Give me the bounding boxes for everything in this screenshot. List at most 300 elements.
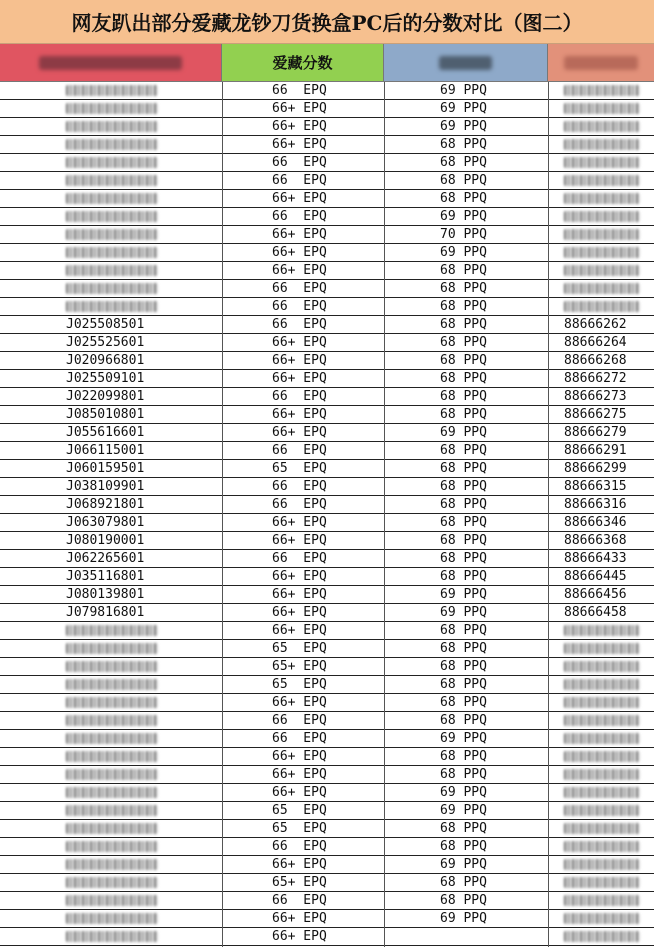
- aicang-score-cell: 66+ EPQ: [272, 569, 327, 584]
- serial-cell: J079816801: [66, 605, 145, 620]
- serial-cell: [66, 874, 216, 891]
- pc-score-cell: [440, 928, 540, 945]
- serial-cell: [66, 280, 216, 297]
- table-row: [0, 244, 654, 262]
- redacted-value: [564, 895, 640, 906]
- pc-score-cell: 68 PPQ: [440, 191, 487, 206]
- pc-score-cell: 69 PPQ: [440, 785, 487, 800]
- column-header-aicang-score: 爱藏分数: [222, 44, 384, 82]
- redacted-value: [564, 283, 640, 294]
- pc-serial-cell: [564, 208, 654, 225]
- redacted-value: [66, 247, 158, 258]
- redacted-value: [66, 193, 158, 204]
- redacted-value: [66, 157, 158, 168]
- pc-score-cell: 68 PPQ: [440, 893, 487, 908]
- pc-score-cell: 68 PPQ: [440, 299, 487, 314]
- pc-serial-cell: 88666433: [564, 551, 627, 566]
- pc-score-cell: 68 PPQ: [440, 641, 487, 656]
- aicang-score-cell: 66+ EPQ: [272, 191, 327, 206]
- pc-serial-cell: 88666299: [564, 461, 627, 476]
- table-row: [0, 622, 654, 640]
- table-row: [0, 388, 654, 406]
- redacted-value: [564, 931, 640, 942]
- table-row: [0, 658, 654, 676]
- table-row: [0, 478, 654, 496]
- redacted-value: [564, 193, 640, 204]
- pc-score-cell: 68 PPQ: [440, 389, 487, 404]
- table-row: [0, 280, 654, 298]
- table-row: [0, 604, 654, 622]
- serial-cell: [66, 136, 216, 153]
- serial-cell: [66, 820, 216, 837]
- table-row: [0, 748, 654, 766]
- redacted-value: [564, 157, 640, 168]
- serial-cell: J063079801: [66, 515, 145, 530]
- table-row: [0, 676, 654, 694]
- serial-cell: [66, 910, 216, 927]
- serial-cell: [66, 172, 216, 189]
- column-divider: [384, 82, 385, 947]
- serial-cell: [66, 784, 216, 801]
- redacted-value: [66, 283, 158, 294]
- pc-serial-cell: [564, 640, 654, 657]
- pc-serial-cell: 88666268: [564, 353, 627, 368]
- aicang-score-cell: 66 EPQ: [272, 713, 327, 728]
- pc-serial-cell: 88666456: [564, 587, 627, 602]
- pc-serial-cell: 88666315: [564, 479, 627, 494]
- redacted-value: [564, 175, 640, 186]
- aicang-score-cell: 65+ EPQ: [272, 875, 327, 890]
- aicang-score-cell: 66+ EPQ: [272, 227, 327, 242]
- table-row: [0, 406, 654, 424]
- serial-cell: [66, 712, 216, 729]
- table-row: [0, 820, 654, 838]
- pc-serial-cell: [564, 658, 654, 675]
- table-row: [0, 352, 654, 370]
- pc-score-cell: 68 PPQ: [440, 497, 487, 512]
- table-row: [0, 784, 654, 802]
- redacted-value: [66, 931, 158, 942]
- pc-serial-cell: [564, 100, 654, 117]
- aicang-score-cell: 66+ EPQ: [272, 857, 327, 872]
- table-row: [0, 82, 654, 100]
- pc-score-cell: 68 PPQ: [440, 263, 487, 278]
- serial-cell: [66, 892, 216, 909]
- aicang-score-cell: 66+ EPQ: [272, 929, 327, 944]
- column-divider: [222, 82, 223, 947]
- aicang-score-cell: 66+ EPQ: [272, 605, 327, 620]
- serial-cell: [66, 208, 216, 225]
- aicang-score-cell: 66 EPQ: [272, 893, 327, 908]
- aicang-score-cell: 65 EPQ: [272, 803, 327, 818]
- redacted-value: [564, 229, 640, 240]
- serial-cell: [66, 118, 216, 135]
- pc-score-cell: 68 PPQ: [440, 407, 487, 422]
- serial-cell: [66, 226, 216, 243]
- aicang-score-cell: 66+ EPQ: [272, 101, 327, 116]
- table-row: [0, 118, 654, 136]
- pc-serial-cell: [564, 748, 654, 765]
- table-row: [0, 550, 654, 568]
- pc-score-cell: 69 PPQ: [440, 245, 487, 260]
- pc-serial-cell: [564, 280, 654, 297]
- pc-serial-cell: [564, 622, 654, 639]
- table-row: [0, 136, 654, 154]
- pc-score-cell: 69 PPQ: [440, 803, 487, 818]
- redacted-value: [66, 679, 158, 690]
- redacted-value: [66, 769, 158, 780]
- pc-score-cell: 68 PPQ: [440, 659, 487, 674]
- aicang-score-cell: 66+ EPQ: [272, 371, 327, 386]
- aicang-score-cell: 66+ EPQ: [272, 623, 327, 638]
- pc-serial-cell: [564, 190, 654, 207]
- serial-cell: J062265601: [66, 551, 145, 566]
- table-row: [0, 874, 654, 892]
- pc-serial-cell: 88666279: [564, 425, 627, 440]
- aicang-score-cell: 66+ EPQ: [272, 335, 327, 350]
- pc-serial-cell: [564, 838, 654, 855]
- pc-score-cell: 68 PPQ: [440, 623, 487, 638]
- table-row: [0, 172, 654, 190]
- pc-score-cell: 69 PPQ: [440, 731, 487, 746]
- table-row: [0, 100, 654, 118]
- pc-serial-cell: [564, 820, 654, 837]
- redacted-header: [564, 56, 638, 70]
- aicang-score-cell: 66+ EPQ: [272, 425, 327, 440]
- serial-cell: [66, 100, 216, 117]
- serial-cell: [66, 694, 216, 711]
- redacted-value: [564, 841, 640, 852]
- redacted-value: [564, 805, 640, 816]
- aicang-score-cell: 66 EPQ: [272, 173, 327, 188]
- aicang-score-cell: 65 EPQ: [272, 461, 327, 476]
- column-divider: [548, 82, 549, 947]
- table-row: [0, 460, 654, 478]
- pc-serial-cell: [564, 784, 654, 801]
- table-row: [0, 370, 654, 388]
- table-row: [0, 154, 654, 172]
- pc-serial-cell: [564, 928, 654, 945]
- aicang-score-cell: 66+ EPQ: [272, 137, 327, 152]
- pc-score-cell: 68 PPQ: [440, 677, 487, 692]
- aicang-score-cell: 66+ EPQ: [272, 515, 327, 530]
- table-row: [0, 892, 654, 910]
- redacted-value: [66, 697, 158, 708]
- redacted-value: [564, 103, 640, 114]
- serial-cell: [66, 244, 216, 261]
- redacted-value: [66, 895, 158, 906]
- aicang-score-cell: 66+ EPQ: [272, 911, 327, 926]
- aicang-score-cell: 66+ EPQ: [272, 695, 327, 710]
- serial-cell: [66, 190, 216, 207]
- redacted-value: [564, 121, 640, 132]
- pc-serial-cell: 88666316: [564, 497, 627, 512]
- redacted-value: [66, 211, 158, 222]
- serial-cell: J080190001: [66, 533, 145, 548]
- table-row: [0, 496, 654, 514]
- table-row: [0, 316, 654, 334]
- redacted-value: [564, 823, 640, 834]
- pc-score-cell: 68 PPQ: [440, 551, 487, 566]
- redacted-value: [564, 787, 640, 798]
- serial-cell: J066115001: [66, 443, 145, 458]
- pc-serial-cell: [564, 892, 654, 909]
- pc-score-cell: 69 PPQ: [440, 425, 487, 440]
- pc-score-cell: 68 PPQ: [440, 839, 487, 854]
- pc-score-cell: 69 PPQ: [440, 83, 487, 98]
- redacted-value: [66, 301, 158, 312]
- serial-cell: J022099801: [66, 389, 145, 404]
- table-row: [0, 730, 654, 748]
- pc-serial-cell: 88666275: [564, 407, 627, 422]
- column-header-serial: [0, 44, 222, 82]
- aicang-score-cell: 66 EPQ: [272, 731, 327, 746]
- table-row: [0, 712, 654, 730]
- redacted-value: [564, 643, 640, 654]
- serial-cell: J035116801: [66, 569, 145, 584]
- aicang-score-cell: 65 EPQ: [272, 677, 327, 692]
- aicang-score-cell: 66 EPQ: [272, 389, 327, 404]
- pc-serial-cell: [564, 910, 654, 927]
- redacted-value: [564, 751, 640, 762]
- pc-score-cell: 69 PPQ: [440, 587, 487, 602]
- table-row: [0, 424, 654, 442]
- serial-cell: J085010801: [66, 407, 145, 422]
- serial-cell: [66, 622, 216, 639]
- aicang-score-cell: 66 EPQ: [272, 317, 327, 332]
- pc-score-cell: 68 PPQ: [440, 749, 487, 764]
- pc-serial-cell: [564, 172, 654, 189]
- pc-score-cell: 69 PPQ: [440, 911, 487, 926]
- aicang-score-cell: 66 EPQ: [272, 281, 327, 296]
- serial-cell: J025508501: [66, 317, 145, 332]
- redacted-value: [564, 679, 640, 690]
- redacted-value: [66, 715, 158, 726]
- redacted-value: [66, 643, 158, 654]
- redacted-value: [564, 247, 640, 258]
- pc-score-cell: 69 PPQ: [440, 101, 487, 116]
- pc-serial-cell: [564, 802, 654, 819]
- aicang-score-cell: 66+ EPQ: [272, 749, 327, 764]
- redacted-value: [564, 661, 640, 672]
- aicang-score-cell: 65 EPQ: [272, 641, 327, 656]
- column-header-pc-serial: [548, 44, 654, 82]
- pc-score-cell: 68 PPQ: [440, 173, 487, 188]
- serial-cell: [66, 802, 216, 819]
- table-row: [0, 262, 654, 280]
- pc-serial-cell: 88666264: [564, 335, 627, 350]
- pc-score-cell: 68 PPQ: [440, 533, 487, 548]
- aicang-score-cell: 66 EPQ: [272, 155, 327, 170]
- column-header-pc-score: [384, 44, 548, 82]
- pc-serial-cell: [564, 766, 654, 783]
- redacted-value: [564, 85, 640, 96]
- redacted-value: [564, 697, 640, 708]
- redacted-value: [66, 823, 158, 834]
- redacted-value: [66, 175, 158, 186]
- table-row: [0, 208, 654, 226]
- pc-score-cell: 68 PPQ: [440, 569, 487, 584]
- pc-serial-cell: 88666445: [564, 569, 627, 584]
- redacted-value: [564, 733, 640, 744]
- serial-cell: [66, 298, 216, 315]
- redacted-value: [66, 751, 158, 762]
- redacted-value: [66, 661, 158, 672]
- pc-serial-cell: 88666346: [564, 515, 627, 530]
- pc-serial-cell: [564, 244, 654, 261]
- pc-serial-cell: 88666273: [564, 389, 627, 404]
- pc-serial-cell: [564, 730, 654, 747]
- aicang-score-cell: 66 EPQ: [272, 209, 327, 224]
- redacted-value: [564, 859, 640, 870]
- serial-cell: [66, 766, 216, 783]
- pc-score-cell: 69 PPQ: [440, 119, 487, 134]
- pc-serial-cell: 88666272: [564, 371, 627, 386]
- page-title: 网友趴出部分爱藏龙钞刀货换盒PC后的分数对比（图二）: [0, 0, 654, 44]
- pc-score-cell: 68 PPQ: [440, 875, 487, 890]
- aicang-score-cell: 66 EPQ: [272, 479, 327, 494]
- pc-score-cell: 68 PPQ: [440, 515, 487, 530]
- aicang-score-cell: 65+ EPQ: [272, 659, 327, 674]
- redacted-value: [66, 625, 158, 636]
- aicang-score-cell: 66+ EPQ: [272, 767, 327, 782]
- pc-score-cell: 69 PPQ: [440, 209, 487, 224]
- table-row: [0, 928, 654, 946]
- aicang-score-cell: 66+ EPQ: [272, 119, 327, 134]
- table-row: [0, 766, 654, 784]
- aicang-score-cell: 66 EPQ: [272, 443, 327, 458]
- serial-cell: [66, 658, 216, 675]
- pc-score-cell: 69 PPQ: [440, 857, 487, 872]
- aicang-score-cell: 66+ EPQ: [272, 785, 327, 800]
- table-row: [0, 586, 654, 604]
- serial-cell: J038109901: [66, 479, 145, 494]
- pc-serial-cell: [564, 874, 654, 891]
- pc-score-cell: 68 PPQ: [440, 695, 487, 710]
- serial-cell: [66, 676, 216, 693]
- pc-serial-cell: 88666262: [564, 317, 627, 332]
- pc-serial-cell: [564, 856, 654, 873]
- table-row: [0, 514, 654, 532]
- pc-score-cell: 68 PPQ: [440, 479, 487, 494]
- table-row: [0, 226, 654, 244]
- serial-cell: [66, 640, 216, 657]
- pc-serial-cell: 88666368: [564, 533, 627, 548]
- pc-serial-cell: [564, 712, 654, 729]
- aicang-score-cell: 65 EPQ: [272, 821, 327, 836]
- aicang-score-cell: 66+ EPQ: [272, 533, 327, 548]
- aicang-score-cell: 66+ EPQ: [272, 353, 327, 368]
- table-row: [0, 694, 654, 712]
- pc-score-cell: 68 PPQ: [440, 767, 487, 782]
- redacted-value: [564, 265, 640, 276]
- pc-score-cell: 68 PPQ: [440, 335, 487, 350]
- redacted-value: [564, 913, 640, 924]
- pc-score-cell: 68 PPQ: [440, 371, 487, 386]
- aicang-score-cell: 66+ EPQ: [272, 245, 327, 260]
- pc-score-cell: 69 PPQ: [440, 605, 487, 620]
- redacted-value: [564, 769, 640, 780]
- redacted-value: [66, 139, 158, 150]
- pc-serial-cell: [564, 262, 654, 279]
- serial-cell: [66, 928, 216, 945]
- table-row: [0, 856, 654, 874]
- aicang-score-cell: 66+ EPQ: [272, 587, 327, 602]
- redacted-value: [66, 733, 158, 744]
- aicang-score-cell: 66 EPQ: [272, 299, 327, 314]
- pc-score-cell: 70 PPQ: [440, 227, 487, 242]
- redacted-value: [66, 805, 158, 816]
- table-row: [0, 298, 654, 316]
- pc-serial-cell: 88666291: [564, 443, 627, 458]
- redacted-value: [66, 913, 158, 924]
- serial-cell: J060159501: [66, 461, 145, 476]
- serial-cell: [66, 838, 216, 855]
- redacted-value: [66, 787, 158, 798]
- redacted-value: [564, 877, 640, 888]
- pc-score-cell: 68 PPQ: [440, 713, 487, 728]
- serial-cell: [66, 154, 216, 171]
- serial-cell: [66, 82, 216, 99]
- aicang-score-cell: 66 EPQ: [272, 551, 327, 566]
- serial-cell: J025509101: [66, 371, 145, 386]
- serial-cell: J068921801: [66, 497, 145, 512]
- redacted-value: [66, 877, 158, 888]
- pc-serial-cell: [564, 118, 654, 135]
- pc-serial-cell: [564, 82, 654, 99]
- table-row: [0, 532, 654, 550]
- pc-serial-cell: [564, 694, 654, 711]
- table-row: [0, 334, 654, 352]
- redacted-value: [66, 121, 158, 132]
- redacted-value: [564, 301, 640, 312]
- serial-cell: J025525601: [66, 335, 145, 350]
- pc-score-cell: 68 PPQ: [440, 461, 487, 476]
- redacted-header: [439, 56, 491, 70]
- pc-serial-cell: [564, 676, 654, 693]
- aicang-score-cell: 66+ EPQ: [272, 407, 327, 422]
- table-row: [0, 640, 654, 658]
- pc-serial-cell: [564, 226, 654, 243]
- aicang-score-cell: 66 EPQ: [272, 497, 327, 512]
- pc-score-cell: 68 PPQ: [440, 317, 487, 332]
- table-row: [0, 802, 654, 820]
- pc-score-cell: 68 PPQ: [440, 281, 487, 296]
- serial-cell: [66, 262, 216, 279]
- pc-serial-cell: [564, 298, 654, 315]
- serial-cell: J020966801: [66, 353, 145, 368]
- redacted-value: [564, 625, 640, 636]
- aicang-score-cell: 66 EPQ: [272, 839, 327, 854]
- redacted-value: [66, 103, 158, 114]
- serial-cell: [66, 730, 216, 747]
- serial-cell: [66, 856, 216, 873]
- redacted-value: [66, 841, 158, 852]
- redacted-value: [564, 715, 640, 726]
- pc-score-cell: 68 PPQ: [440, 155, 487, 170]
- table-row: [0, 910, 654, 928]
- pc-score-cell: 68 PPQ: [440, 821, 487, 836]
- pc-serial-cell: [564, 136, 654, 153]
- serial-cell: [66, 748, 216, 765]
- redacted-value: [66, 859, 158, 870]
- pc-serial-cell: [564, 154, 654, 171]
- table-row: [0, 442, 654, 460]
- aicang-score-cell: 66 EPQ: [272, 83, 327, 98]
- redacted-value: [564, 139, 640, 150]
- redacted-header: [39, 56, 183, 70]
- pc-score-cell: 68 PPQ: [440, 137, 487, 152]
